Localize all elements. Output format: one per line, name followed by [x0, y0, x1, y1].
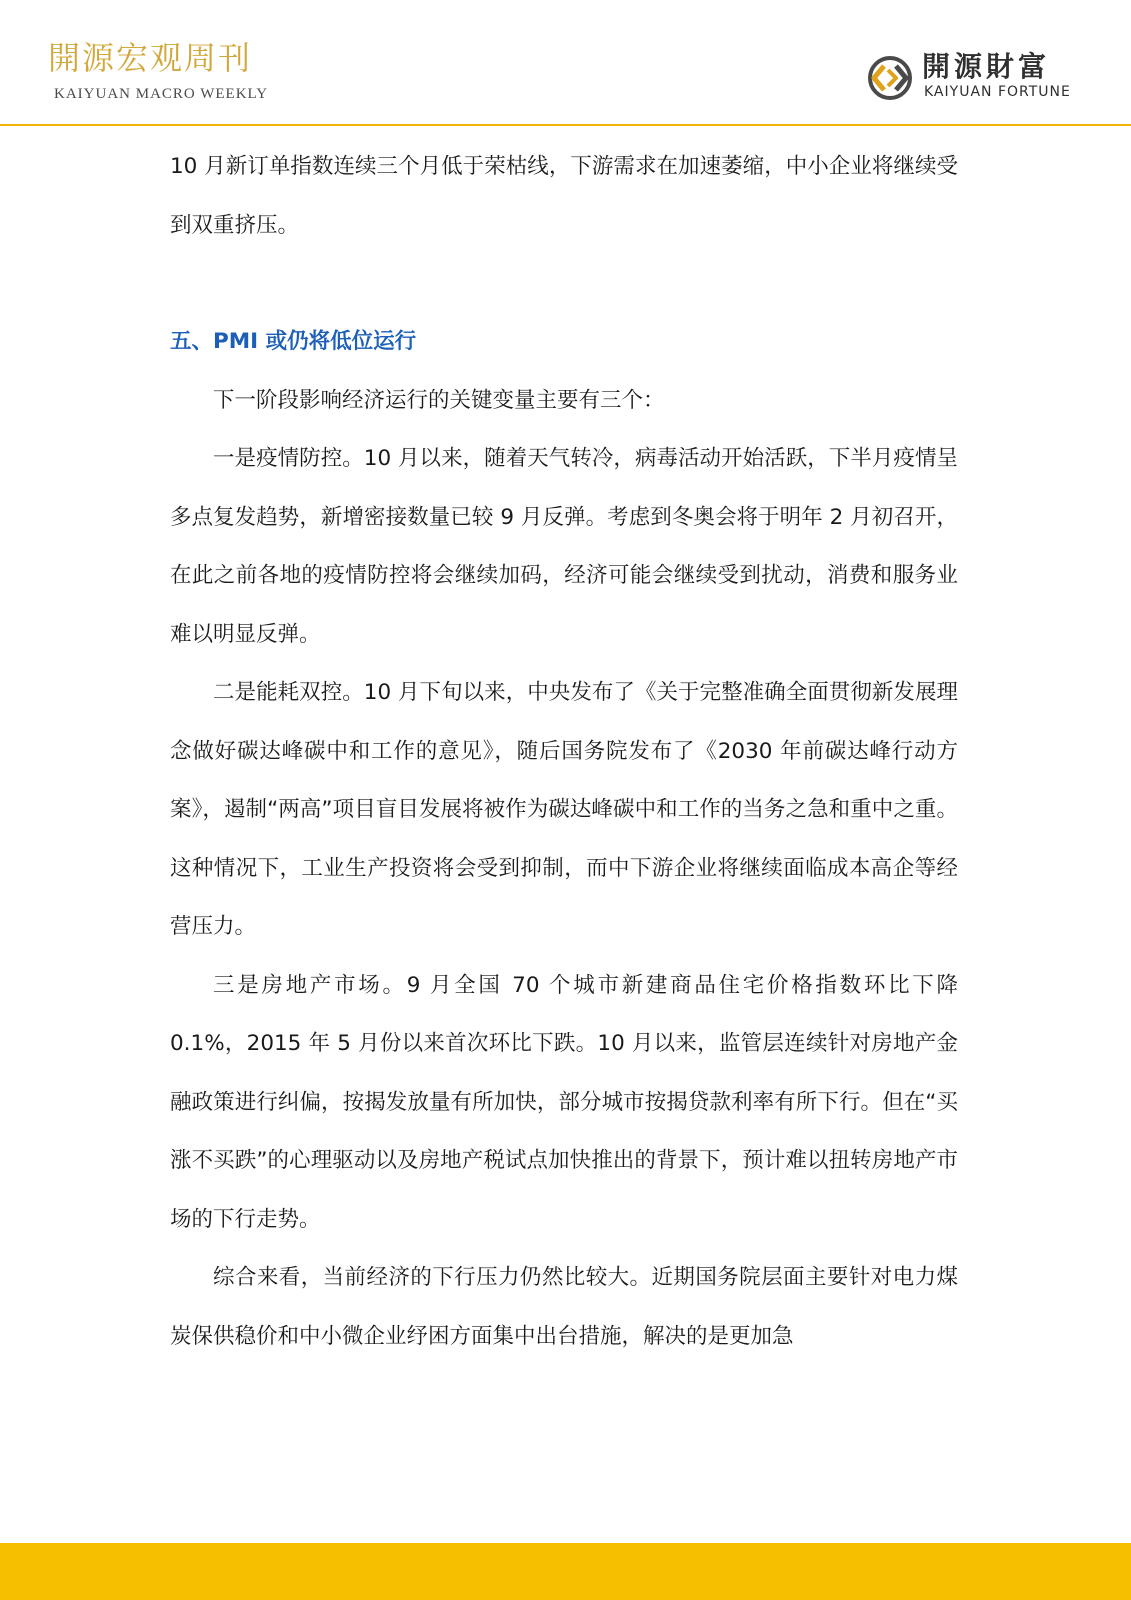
company-logo	[866, 50, 1086, 106]
paragraph-intro: 10 月新订单指数连续三个月低于荣枯线，下游需求在加速萎缩，中小企业将继续受到双重挤压。	[170, 154, 958, 238]
kaiyuan-logo-icon	[866, 54, 914, 102]
header-divider	[0, 124, 1131, 126]
logo-text-cn: 開源財富	[922, 50, 1051, 83]
paragraph-epidemic: 一是疫情防控。10 月以来，随着天气转冷，病毒活动开始活跃，下半月疫情呈多点复发趋势，新增密接数量已较 9 月反弹。考虑到冬奥会将于明年 2 月初召开，在此之前各地的疫情防控将会继续加码，经济可能会继续受到扰动，消费和服务业难以明显反弹。	[170, 446, 958, 647]
article-body	[170, 138, 958, 1366]
publication-title: 開源宏观周刊	[48, 39, 253, 77]
page-header	[0, 0, 1131, 125]
logo-text-en: KAIYUAN FORTUNE	[924, 84, 1071, 100]
section-heading: 五、PMI 或仍将低位运行	[170, 329, 417, 354]
paragraph-summary: 综合来看，当前经济的下行压力仍然比较大。近期国务院层面主要针对电力煤炭保供稳价和中小微企业纾困方面集中出台措施，解决的是更加急	[170, 1265, 958, 1349]
publication-subtitle: KAIYUAN MACRO WEEKLY	[54, 86, 269, 102]
paragraph-gap	[170, 255, 958, 313]
paragraph-real-estate: 三是房地产市场。9 月全国 70 个城市新建商品住宅价格指数环比下降 0.1%，2015 年 5 月份以来首次环比下跌。10 月以来，监管层连续针对房地产金融政策进行纠偏，按揭发放量有所加快，部分城市按揭贷款利率有所下行。但在“买涨不买跌”的心理驱动以及房地产税试点加快推出的背景下，预计难以扭转房地产市场的下行走势。	[170, 972, 958, 1232]
footer-band	[0, 1543, 1131, 1600]
paragraph-energy: 二是能耗双控。10 月下旬以来，中央发布了《关于完整准确全面贯彻新发展理念做好碳达峰碳中和工作的意见》，随后国务院发布了《2030 年前碳达峰行动方案》，遏制“两高”项目盲目发展将被作为碳达峰碳中和工作的当务之急和重中之重。这种情况下，工业生产投资将会受到抑制，而中下游企业将继续面临成本高企等经营压力。	[170, 680, 958, 939]
paragraph-lead: 下一阶段影响经济运行的关键变量主要有三个：	[213, 387, 665, 413]
